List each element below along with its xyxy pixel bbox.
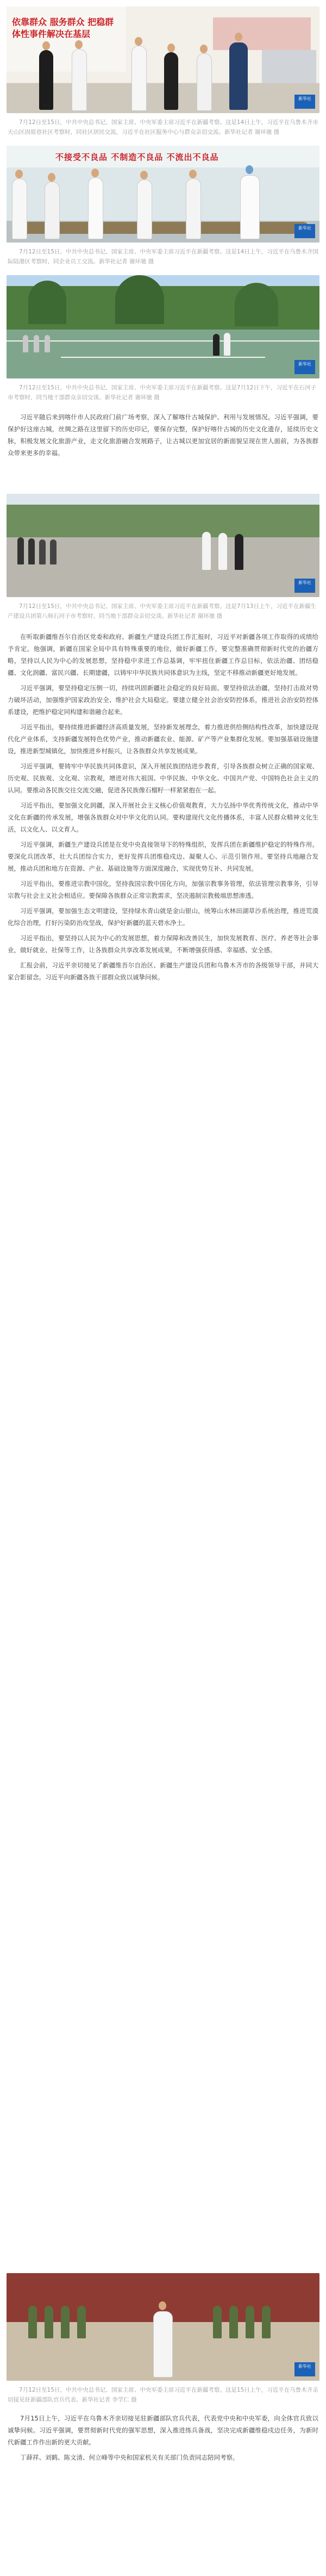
article-paragraph: 习近平强调，要坚持稳定压倒一切，持续巩固新疆社会稳定的良好局面。要坚持依法治疆，坚持打击敌对势力破坏活动，加强维护国家政治安全、维护社会大局稳定。要建立健全社会治安防控体系，推进社会治安防控体系建设，把维护稳定同构建和谐融合起来。 xyxy=(8,684,318,716)
article-paragraph: 丁薛祥、刘鹤、陈文清、何立峰等中央和国家机关有关部门负责同志陪同考察。 xyxy=(20,2454,239,2461)
photo-caption: 7月12日至15日，中共中央总书记、国家主席、中央军委主席习近平在新疆考察。这是14日上午，习近平在乌鲁木齐国际陆港区考察时，同企业员工交流。新华社记者 谢环驰 摄 xyxy=(8,249,318,265)
xinhua-badge: 新华社 xyxy=(294,224,315,238)
article-body-1 xyxy=(8,411,318,462)
article-photo xyxy=(7,2273,319,2381)
xinhua-badge: 新华社 xyxy=(294,579,315,593)
photo-block-4 xyxy=(7,494,319,621)
article-paragraph: 在听取新疆维吾尔自治区党委和政府、新疆生产建设兵团工作汇报时，习近平对新疆各项工作取得的成绩给予肯定。他强调，新疆在国家全局中具有特殊重要的地位，做好新疆工作，要完整准确贯彻新时代党的治疆方略，坚持以人民为中心的发展思想，坚持稳中求进工作总基调，牢牢扭住新疆工作总目标，依法治疆、团结稳疆、文化润疆、富民兴疆、长期建疆，以铸牢中华民族共同体意识为主线，坚定不移推动新疆更好地发展。 xyxy=(8,633,318,676)
photo-block-5 xyxy=(7,2273,319,2405)
wall-slogan: 不接受不良品 不制造不良品 不流出不良品 xyxy=(55,152,219,162)
article-photo xyxy=(7,146,319,243)
photo-block-3 xyxy=(7,275,319,402)
article-photo xyxy=(7,494,319,597)
xinhua-badge: 新华社 xyxy=(294,2362,315,2376)
wall-slogan: 依靠群众 服务群众 把稳群体性事件解决在基层 xyxy=(12,17,114,39)
photo-block-2 xyxy=(7,146,319,266)
photo-caption: 7月12日至15日，中共中央总书记、国家主席、中央军委主席习近平在新疆考察。这是15日上午，习近平在乌鲁木齐亲切接见驻新疆部队官兵代表。新华社记者 李学仁 摄 xyxy=(8,2387,318,2403)
article-paragraph: 习近平强调，要铸牢中华民族共同体意识，深入开展民族团结进步教育，引导各族群众树立正确的国家观、历史观、民族观、文化观、宗教观，增进对伟大祖国、中华民族、中华文化、中国共产党、中国特色社会主义的认同。要推动各民族交往交流交融，促进各民族像石榴籽一样紧紧抱在一起。 xyxy=(8,762,318,794)
article-paragraph: 习近平随后来到喀什市人民政府门前广场考察，深入了解喀什古城保护、利用与发展情况。习近平强调，要保护好这座古城，丝绸之路在这里留下的历史印记，要保存完整，保护好喀什古城的历史文化遗存，延续历史文脉，积极发展文化旅游产业，走文化旅游融合发展路子，让古城以更加宜居的新面貌呈现在世人面前，为各族群众带来更多的幸福。 xyxy=(8,413,318,457)
xinhua-badge: 新华社 xyxy=(294,95,315,109)
article-paragraph: 习近平指出，要加强文化润疆，深入开展社会主义核心价值观教育，大力弘扬中华优秀传统文化，推动中华文化在新疆的传承发展，增强各族群众对中华文化的认同。要构建现代文化传播体系，丰富人民群众精神文化生活，以文化人、以文育人。 xyxy=(8,802,318,833)
article-photo xyxy=(7,7,319,113)
article-paragraph: 习近平强调，要加强生态文明建设，坚持绿水青山就是金山银山，统筹山水林田湖草沙系统治理，推进荒漠化综合治理，打好污染防治攻坚战，保护好新疆的蓝天碧水净土。 xyxy=(8,907,318,927)
photo-caption: 7月12日至15日，中共中央总书记、国家主席、中央军委主席习近平在新疆考察。这是7月12日下午，习近平在石河子市考察时，同当地干部群众亲切交谈。新华社记者 谢环驰 摄 xyxy=(8,384,316,401)
photo-caption: 7月12日至15日，中共中央总书记、国家主席、中央军委主席习近平在新疆考察。这是14日上午，习近平在乌鲁木齐市天山区固原巷社区考察时，同社区居民交流，习近平在社区服务中心与群众亲切交流。新华社记者 谢环驰 摄 xyxy=(8,119,318,135)
article-paragraph: 习近平指出，要持续推进新疆经济高质量发展，坚持新发展理念，着力推进供给侧结构性改革，加快建设现代化产业体系，支持新疆发展特色优势产业，推动新疆农业、能源、矿产等产业集群化发展。要加强基础设施建设，推进新型城镇化，加快推进乡村振兴，让各族群众共享发展成果。 xyxy=(8,723,318,755)
photo-caption: 7月12日至15日，中共中央总书记、国家主席、中央军委主席习近平在新疆考察。这是7月13日上午，习近平在新疆生产建设兵团第八师石河子市考察时，同当地干部群众亲切交谈。新华社记者 谢环驰 摄 xyxy=(8,603,316,619)
article-paragraph: 习近平指出，要推进宗教中国化，坚持我国宗教中国化方向，加强宗教事务管理，依法管理宗教事务，引导宗教与社会主义社会相适应。要保障各族群众正常宗教需求，坚决遏制宗教极端思想渗透。 xyxy=(8,880,318,899)
article-body-2 xyxy=(8,631,318,986)
article-body-3 xyxy=(8,2412,318,2467)
xinhua-badge: 新华社 xyxy=(294,360,315,374)
article-paragraph: 汇报会前，习近平亲切接见了新疆维吾尔自治区、新疆生产建设兵团和乌鲁木齐市的各级领导干部，并同大家合影留念。习近平向新疆各族干部群众致以诚挚问候。 xyxy=(8,961,318,981)
photo-block-1 xyxy=(7,7,319,137)
article-paragraph: 习近平指出，要坚持以人民为中心的发展思想，着力保障和改善民生，加快发展教育、医疗、养老等社会事业，做好就业、社保等工作，让各族群众共享改革发展成果，不断增强获得感、幸福感、安全感。 xyxy=(8,934,318,954)
article-paragraph: 7月15日上午，习近平在乌鲁木齐亲切接见驻新疆部队官兵代表，代表党中央和中央军委，向全体官兵致以诚挚问候。习近平强调，要贯彻新时代党的强军思想，深入推进练兵备战，坚决完成新疆维稳戍边任务，为新时代新疆工作作出新的更大贡献。 xyxy=(8,2414,318,2446)
article-paragraph: 习近平强调，新疆生产建设兵团是在党中央直接领导下的特殊组织，发挥兵团在新疆维护稳定的特殊作用。要深化兵团改革，壮大兵团综合实力，更好发挥兵团维稳戍边、凝聚人心、示范引领作用。要坚持兵地融合发展，推动兵团和地方在资源、产业、基础设施等方面深度融合，实现优势互补、共同发展。 xyxy=(8,841,318,872)
article-photo xyxy=(7,275,319,378)
